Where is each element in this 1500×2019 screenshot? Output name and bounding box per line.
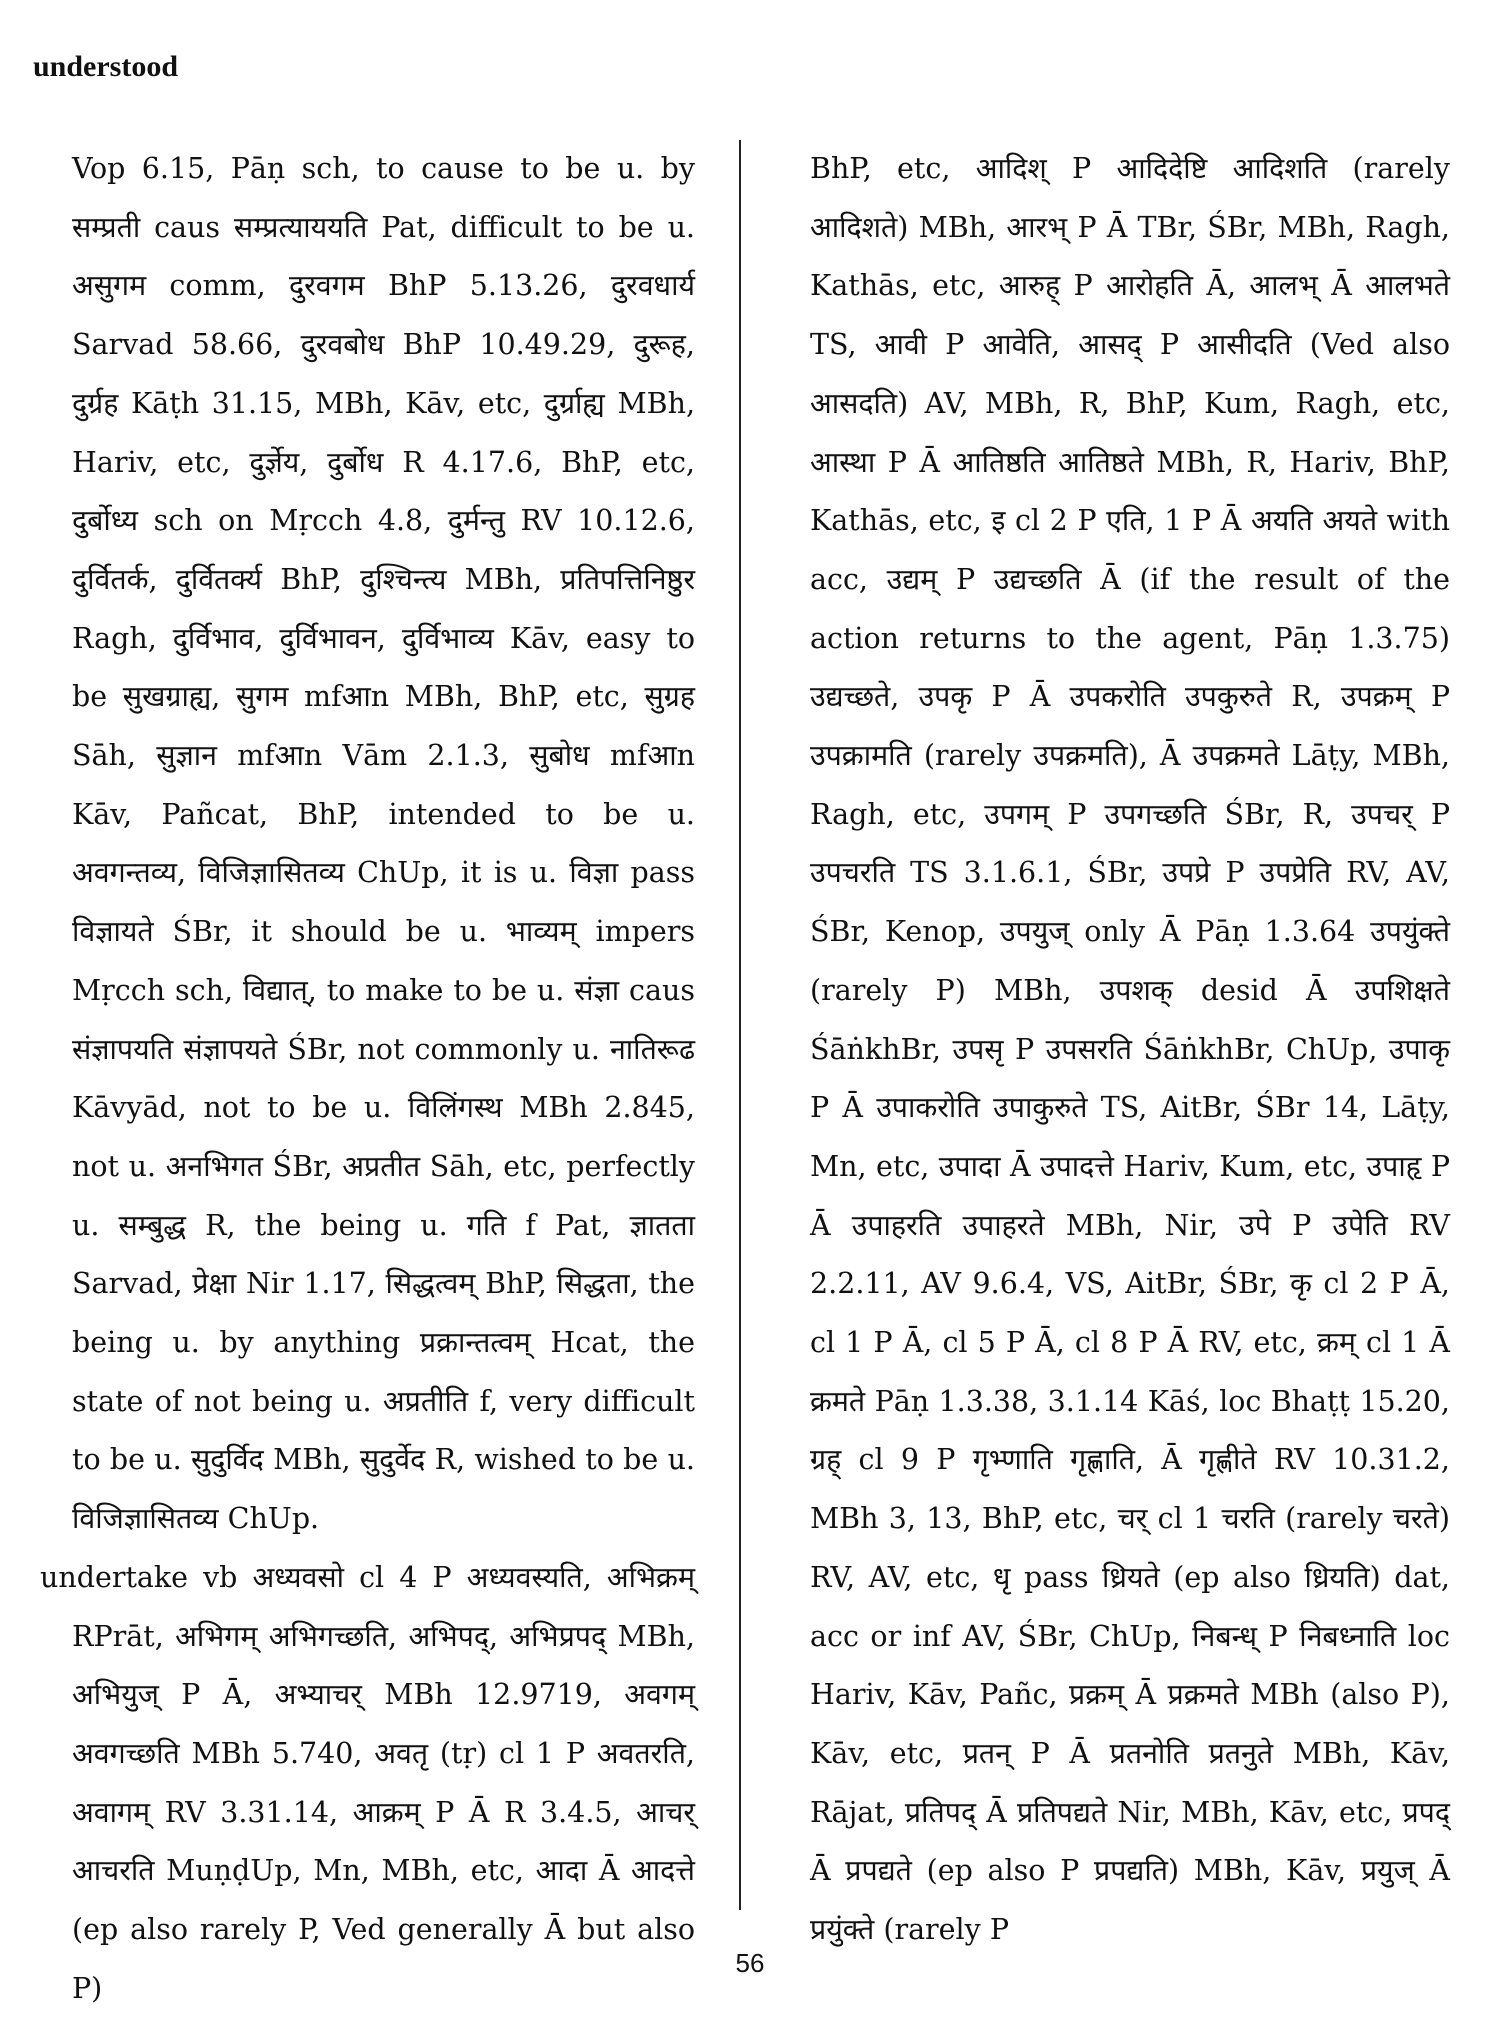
right-column <box>810 140 1450 1947</box>
page-number: 56 <box>735 1948 765 1978</box>
column-divider <box>739 140 741 1910</box>
running-headword: understood <box>33 50 179 83</box>
entry-paragraph-undertake-continued: BhP, etc, आदिश् P आदिदेष्टि आदिशति (rarely आदिशते) MBh, आरभ् P Ā TBr, ŚBr, MBh, Ragh, Kathās, etc, आरुह् P आरोहति Ā, आलभ् Ā आलभते TS, आवी P आवेति, आसद् P आसीदति (Ved also आसदति) AV, MBh, R, BhP, Kum, Ragh, etc, आस्था P Ā आतिष्ठति आतिष्ठते MBh, R, Hariv, BhP, Kathās, etc, इ cl 2 P एति, 1 P Ā अयति अयते with acc, उद्यम् P उद्यच्छति Ā (if the result of the action returns to the agent, Pāṇ 1.3.75) उद्यच्छते, उपकृ P Ā उपकरोति उपकुरुते R, उपक्रम् P उपक्रामति (rarely उपक्रमति), Ā उपक्रमते Lāṭy, MBh, Ragh, etc, उपगम् P उपगच्छति ŚBr, R, उपचर् P उपचरति TS 3.1.6.1, ŚBr, उपप्रे P उपप्रेति RV, AV, ŚBr, Kenop, उपयुज् only Ā Pāṇ 1.3.64 उपयुंक्ते (rarely P) MBh, उपशक् desid Ā उपशिक्षते ŚāṅkhBr, उपसृ P उपसरति ŚāṅkhBr, ChUp, उपाकृ P Ā उपाकरोति उपाकुरुते TS, AitBr, ŚBr 14, Lāṭy, Mn, etc, उपादा Ā उपादत्ते Hariv, Kum, etc, उपाहृ P Ā उपाहरति उपाहरते MBh, Nir, उपे P उपेति RV 2.2.11, AV 9.6.4, VS, AitBr, ŚBr, कृ cl 2 P Ā, cl 1 P Ā, cl 5 P Ā, cl 8 P Ā RV, etc, क्रम् cl 1 Ā क्रमते Pāṇ 1.3.38, 3.1.14 Kāś, loc Bhaṭṭ 15.20, ग्रह् cl 9 P गृभ्णाति गृह्णाति, Ā गृह्णीते RV 10.31.2, MBh 3, 13, BhP, etc, चर् cl 1 चरति (rarely चरते) RV, AV, etc, धृ pass ध्रियते (ep also ध्रियति) dat, acc or inf AV, ŚBr, ChUp, निबन्ध् P निबध्नाति loc Hariv, Kāv, Pañc, प्रक्रम् Ā प्रक्रमते MBh (also P), Kāv, etc, प्रतन् P Ā प्रतनोति प्रतनुते MBh, Kāv, Rājat, प्रतिपद् Ā प्रतिपद्यते Nir, MBh, Kāv, etc, प्रपद् Ā प्रपद्यते (ep also P प्रपद्यति) MBh, Kāv, प्रयुज् Ā प्रयुंक्ते (rarely P <box>810 152 1450 1947</box>
entry-paragraph-understood: Vop 6.15, Pāṇ sch, to cause to be u. by सम्प्रती caus सम्प्रत्याययति Pat, difficult to be u. असुगम comm, दुरवगम BhP 5.13.26, दुरवधार्य Sarvad 58.66, दुरवबोध BhP 10.49.29, दुरूह, दुर्ग्रह Kāṭh 31.15, MBh, Kāv, etc, दुर्ग्राह्य MBh, Hariv, etc, दुर्ज्ञेय, दुर्बोध R 4.17.6, BhP, etc, दुर्बोध्य sch on Mṛcch 4.8, दुर्मन्तु RV 10.12.6, दुर्वितर्क, दुर्वितर्क्य BhP, दुश्चिन्त्य MBh, प्रतिपत्तिनिष्ठुर Ragh, दुर्विभाव, दुर्विभावन, दुर्विभाव्य Kāv, easy to be सुखग्राह्य, सुगम mfआn MBh, BhP, etc, सुग्रह Sāh, सुज्ञान mfआn Vām 2.1.3, सुबोध mfआn Kāv, Pañcat, BhP, intended to be u. अवगन्तव्य, विजिज्ञासितव्य ChUp, it is u. विज्ञा pass विज्ञायते ŚBr, it should be u. भाव्यम् impers Mṛcch sch, विद्यात्, to make to be u. संज्ञा caus संज्ञापयति संज्ञापयते ŚBr, not commonly u. नातिरूढ Kāvyād, not to be u. विलिंगस्थ MBh 2.845, not u. अनभिगत ŚBr, अप्रतीत Sāh, etc, perfectly u. सम्बुद्ध R, the being u. गति f Pat, ज्ञातता Sarvad, प्रेक्षा Nir 1.17, सिद्धत्वम् BhP, सिद्धता, the being u. by anything प्रक्रान्तत्वम् Hcat, the state of not being u. अप्रतीति f, very difficult to be u. सुदुर्विद MBh, सुदुर्वेद R, wished to be u. विजिज्ञासितव्य ChUp. <box>72 152 695 1536</box>
entry-paragraph-undertake: undertake vb अध्यवसो cl 4 P अध्यवस्यति, अभिक्रम् RPrāt, अभिगम् अभिगच्छति, अभिपद्, अभिप्रपद् MBh, अभियुज् P Ā, अभ्याचर् MBh 12.9719, अवगम् अवगच्छति MBh 5.740, अवतृ (tṛ) cl 1 P अवतरति, अवागम् RV 3.31.14, आक्रम् P Ā R 3.4.5, आचर् आचरति MuṇḍUp, Mn, MBh, etc, आदा Ā आदत्ते (ep also rarely P, Ved generally Ā but also P) <box>40 1560 695 2005</box>
left-column <box>40 140 695 2005</box>
